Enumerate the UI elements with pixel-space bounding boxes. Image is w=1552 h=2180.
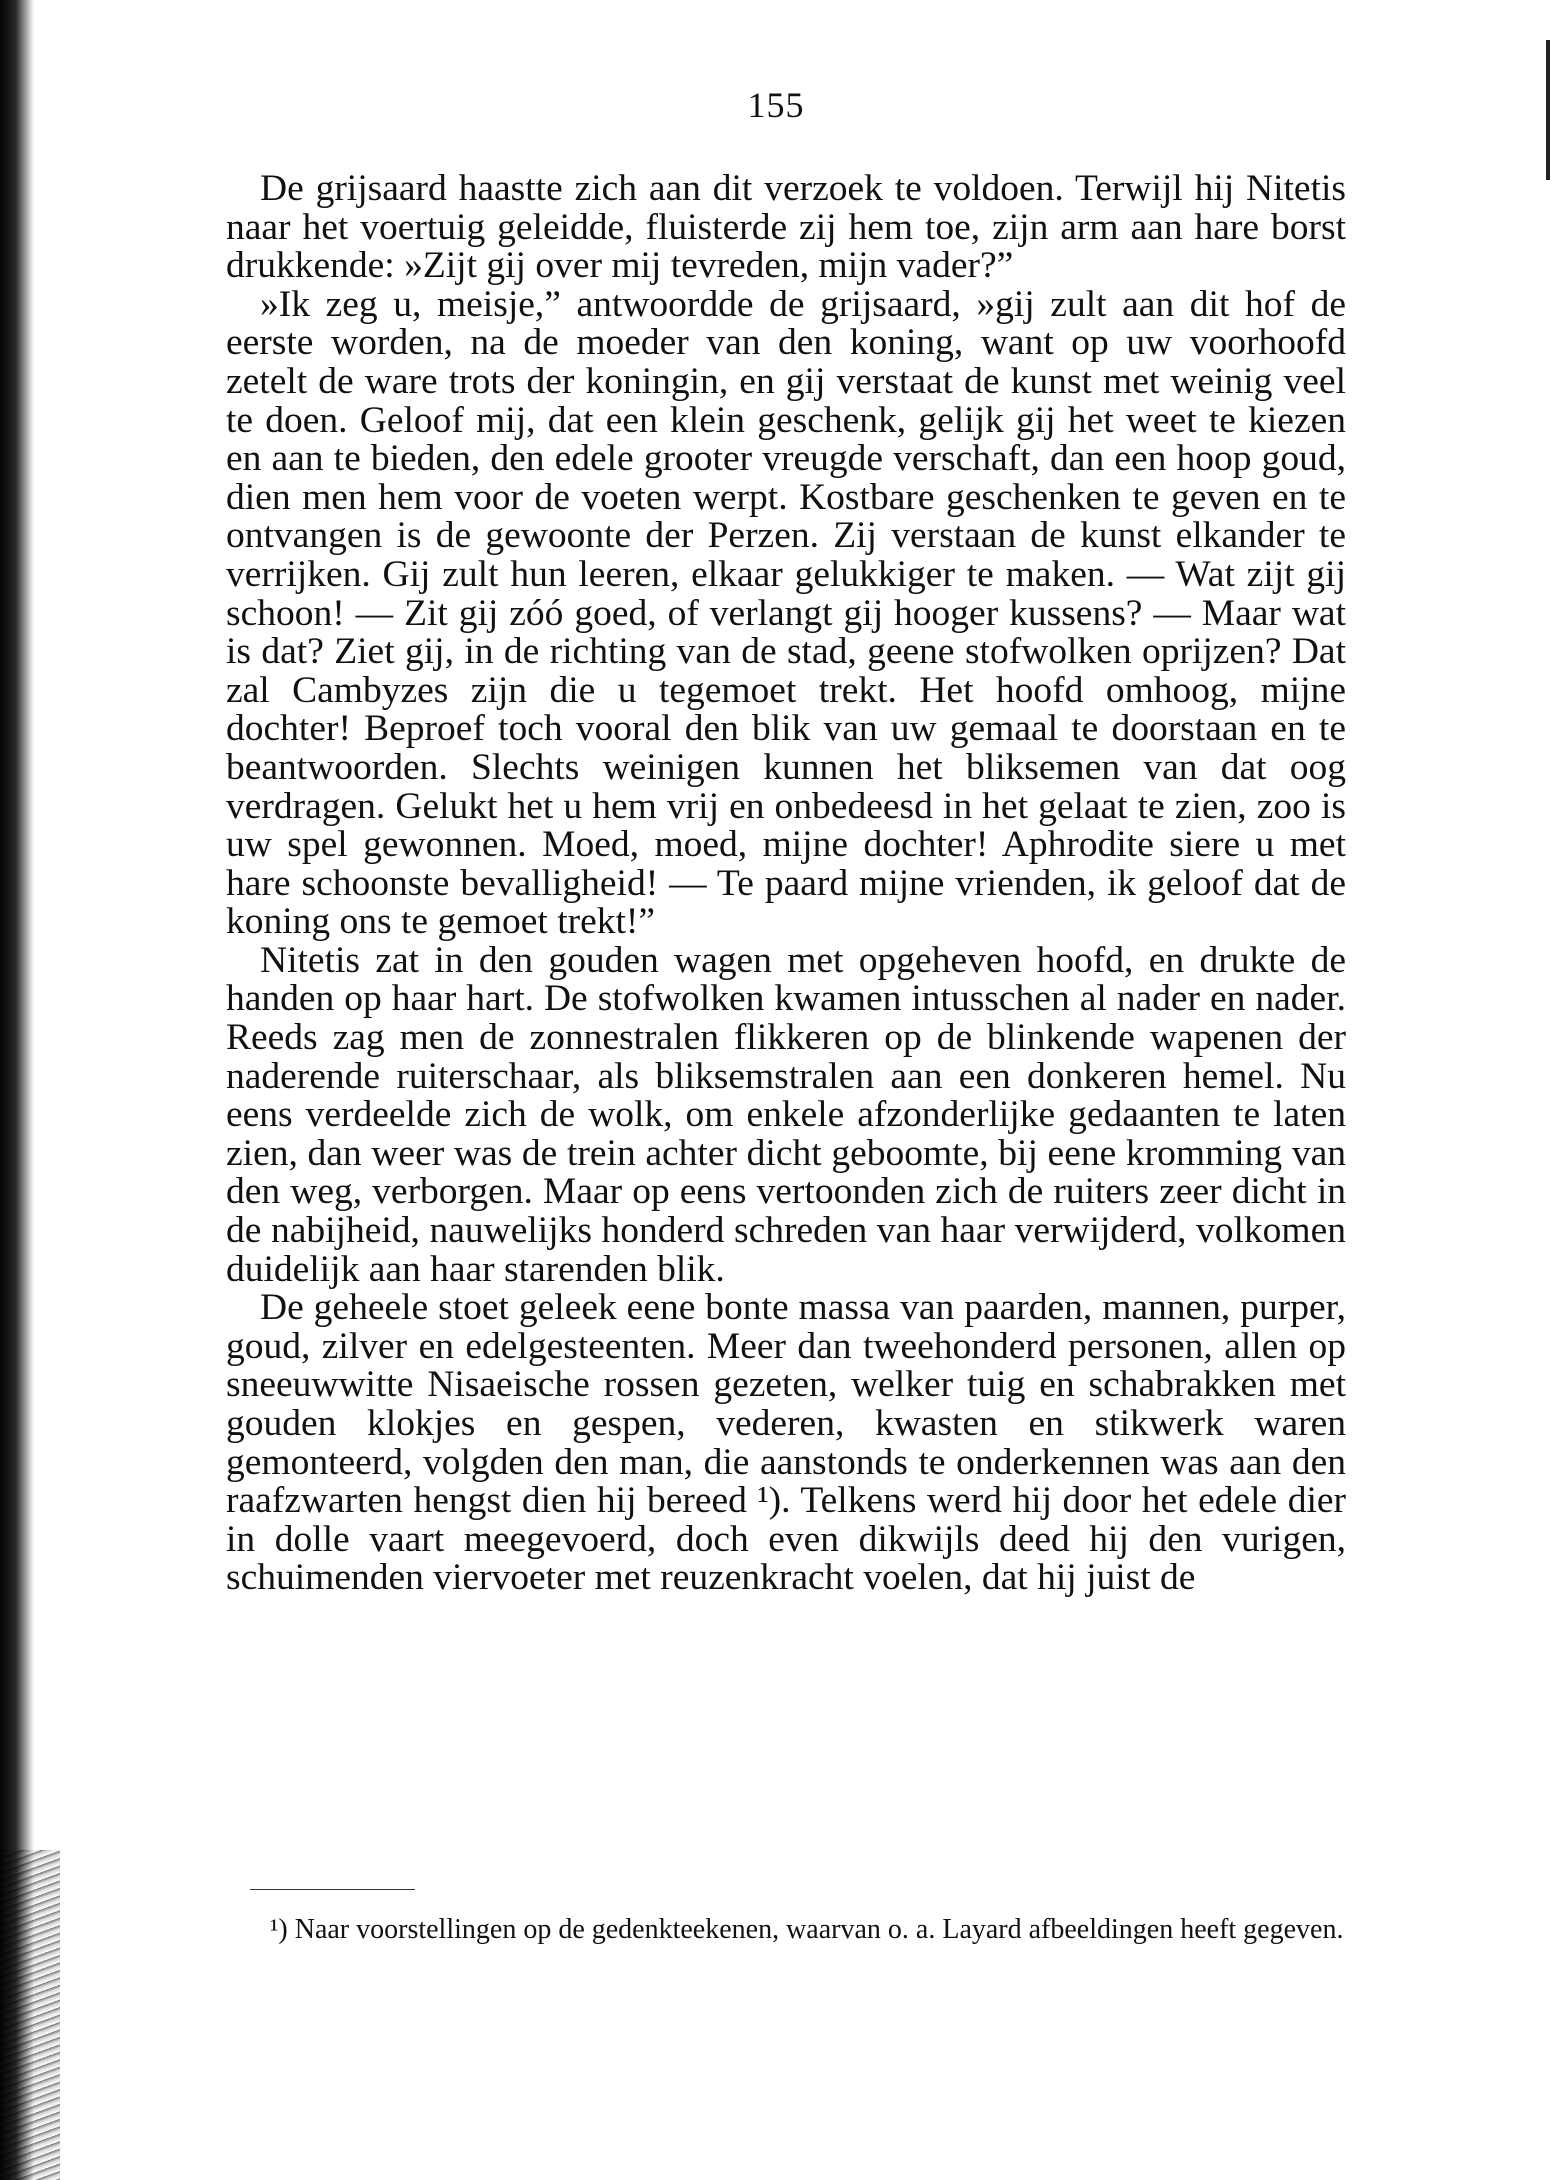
paragraph-3: Nitetis zat in den gouden wagen met opgeheven hoofd, en drukte de handen op haar hart. De stofwolken kwamen intusschen al nader en nader. Reeds zag men de zonnestralen flikkeren op de blinkende wapenen der naderende ruiterschaar, als bliksemstralen aan een donkeren hemel. Nu eens verdeelde zich de wolk, om enkele afzonderlijke gedaanten te laten zien, dan weer was de trein achter dicht geboomte, bij eene kromming van den weg, verborgen. Maar op eens vertoonden zich de ruiters zeer dicht in de nabijheid, nauwelijks honderd schreden van haar verwijderd, volkomen duidelijk aan haar starenden blik. xyxy=(226,939,1346,1290)
body-text xyxy=(226,170,1346,1598)
paragraph-2: »Ik zeg u, meisje,” antwoordde de grijsaard, »gij zult aan dit hof de eerste worden, na de moeder van den koning, want op uw voorhoofd zetelt de ware trots der koningin, en gij verstaat de kunst met weinig veel te doen. Geloof mij, dat een klein geschenk, gelijk gij het weet te kiezen en aan te bieden, den edele grooter vreugde verschaft, dan een hoop goud, dien men hem voor de voeten werpt. Kostbare geschenken te geven en te ontvangen is de gewoonte der Perzen. Zij verstaan de kunst elkander te verrijken. Gij zult hun leeren, elkaar gelukkiger te maken. — Wat zijt gij schoon! — Zit gij zóó goed, of verlangt gij hooger kussens? — Maar wat is dat? Ziet gij, in de richting van de stad, geene stofwolken oprijzen? Dat zal Cambyzes zijn die u tegemoet trekt. Het hoofd omhoog, mijne dochter! Beproef toch vooral den blik van uw gemaal te doorstaan en te beantwoorden. Slechts weinigen kunnen het bliksemen van dat oog verdragen. Gelukt het u hem vrij en onbedeesd in het gelaat te zien, zoo is uw spel gewonnen. Moed, moed, mijne dochter! Aphrodite siere u met hare schoonste bevalligheid! — Te paard mijne vrienden, ik geloof dat de koning ons te gemoet trekt!” xyxy=(226,283,1346,943)
footnote: ¹) Naar voorstellingen op de gedenkteekenen, waarvan o. a. Layard afbeeldingen heeft gegeven. xyxy=(270,1914,1344,1945)
page-number: 155 xyxy=(747,85,805,125)
paragraph-4: De geheele stoet geleek eene bonte massa van paarden, mannen, purper, goud, zilver en edelgesteenten. Meer dan tweehonderd personen, allen op sneeuwwitte Nisaeische rossen gezeten, welker tuig en schabrakken met gouden klokjes en gespen, vederen, kwasten en stikwerk waren gemonteerd, volgden den man, die aanstonds te onderkennen was aan den raafzwarten hengst dien hij bereed ¹). Telkens werd hij door het edele dier in dolle vaart meegevoerd, doch even dikwijls deed hij den vurigen, schuimenden viervoeter met reuzenkracht voelen, dat hij juist de xyxy=(226,1287,1346,1599)
scan-edge-left xyxy=(0,0,34,2180)
paragraph-1: De grijsaard haastte zich aan dit verzoek te voldoen. Terwijl hij Nitetis naar het voertuig geleidde, fluisterde zij hem toe, zijn arm aan hare borst drukkende: »Zijt gij over mij tevreden, mijn vader?” xyxy=(226,168,1346,287)
footnote-divider xyxy=(250,1889,415,1890)
